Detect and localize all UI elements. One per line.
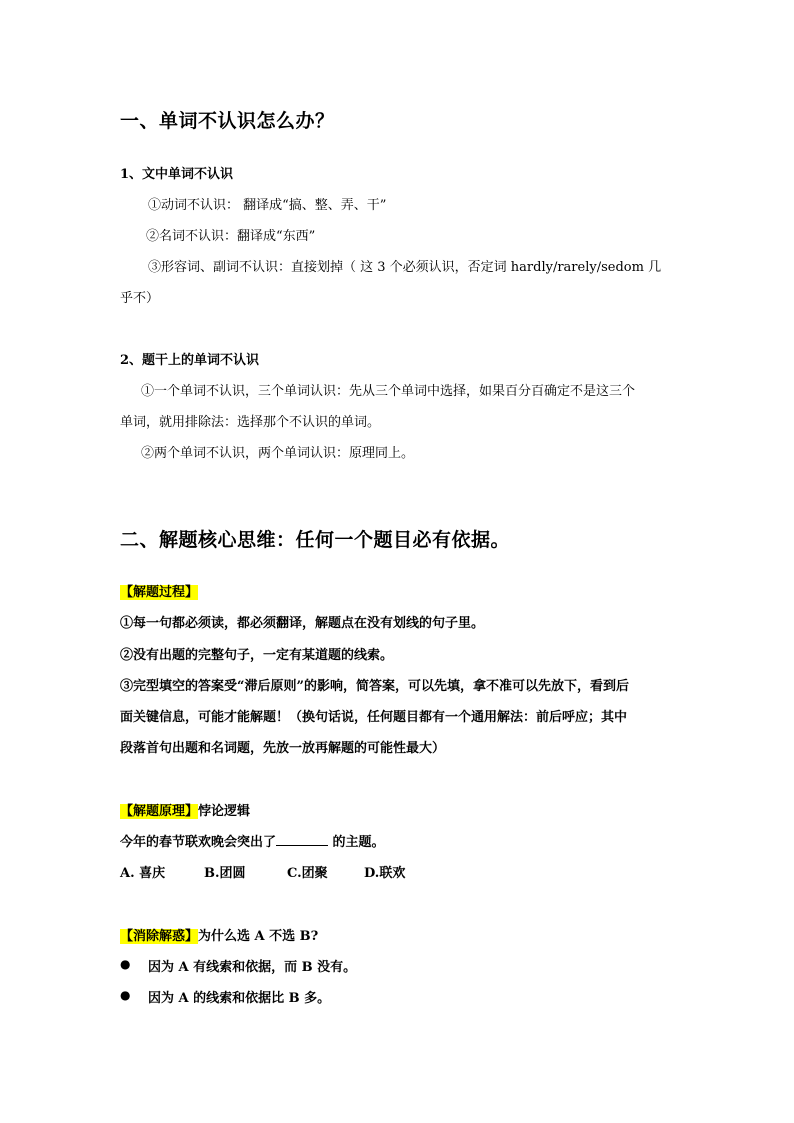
process-line-3: ③完型填空的答案受“滞后原则”的影响，简答案，可以先填，拿不准可以先放下，看到后 xyxy=(120,679,629,694)
process-line-4: 面关键信息，可能才能解题！（换句话说，任何题目都有一个通用解法：前后呼应；其中 xyxy=(120,710,628,725)
principle-heading xyxy=(120,800,250,819)
option-a: A. 喜庆 xyxy=(120,866,166,881)
option-b: B.团圆 xyxy=(204,866,246,881)
process-line-1: ①每一句都必须读，都必须翻译，解题点在没有划线的句子里。 xyxy=(120,616,485,631)
sub2-item-one-cont: 单词，就用排除法：选择那个不认识的单词。 xyxy=(120,415,381,430)
doubt-tag: 【消除解惑】 xyxy=(120,929,199,944)
sub2-item-two: ②两个单词不认识，两个单词认识：原理同上。 xyxy=(141,446,415,461)
sub1-heading: 1、文中单词不认识 xyxy=(120,167,234,182)
principle-title: 悖论逻辑 xyxy=(198,804,251,819)
doubt-bullet-1: 因为 A 有线索和依据，而 B 没有。 xyxy=(148,960,357,975)
option-c: C.团聚 xyxy=(287,866,328,881)
sub1-item-adj-cont: 乎不） xyxy=(120,291,160,306)
section1-title: 一、单词不认识怎么办？ xyxy=(120,110,335,132)
sub2-item-one: ①一个单词不认识，三个单词认识：先从三个单词中选择，如果百分百确定不是这三个 xyxy=(141,384,636,399)
doubt-question: 为什么选 A 不选 B? xyxy=(198,929,319,944)
doubt-heading xyxy=(120,925,318,944)
process-tag xyxy=(120,581,198,600)
process-tag-label: 【解题过程】 xyxy=(120,585,199,600)
bullet-dot-1: ● xyxy=(120,957,131,971)
option-d: D.联欢 xyxy=(364,866,406,881)
sub2-heading: 2、题干上的单词不认识 xyxy=(120,353,260,368)
section2-title: 二、解题核心思维：任何一个题目必有依据。 xyxy=(120,529,511,551)
sub1-item-adj: ③形容词、副词不认识：直接划掉（ 这 3 个必须认识，否定词 hardly/rarely/sedom 几 xyxy=(148,260,662,275)
process-line-2: ②没有出题的完整句子，一定有某道题的线索。 xyxy=(120,648,394,663)
doubt-bullet-2: 因为 A 的线索和依据比 B 多。 xyxy=(148,991,331,1006)
sub1-item-noun: ②名词不认识：翻译成“东西” xyxy=(146,229,316,244)
bullet-dot-2: ● xyxy=(120,988,131,1002)
question-before: 今年的春节联欢晚会突出了 xyxy=(120,835,277,850)
question-blank xyxy=(276,833,328,846)
sub1-item-verb: ①动词不认识： 翻译成“搞、整、弄、干” xyxy=(148,198,387,213)
process-line-5: 段落首句出题和名词题，先放一放再解题的可能性最大） xyxy=(120,741,446,756)
principle-question xyxy=(120,831,385,850)
question-after: 的主题。 xyxy=(328,835,385,850)
principle-tag: 【解题原理】 xyxy=(120,804,199,819)
